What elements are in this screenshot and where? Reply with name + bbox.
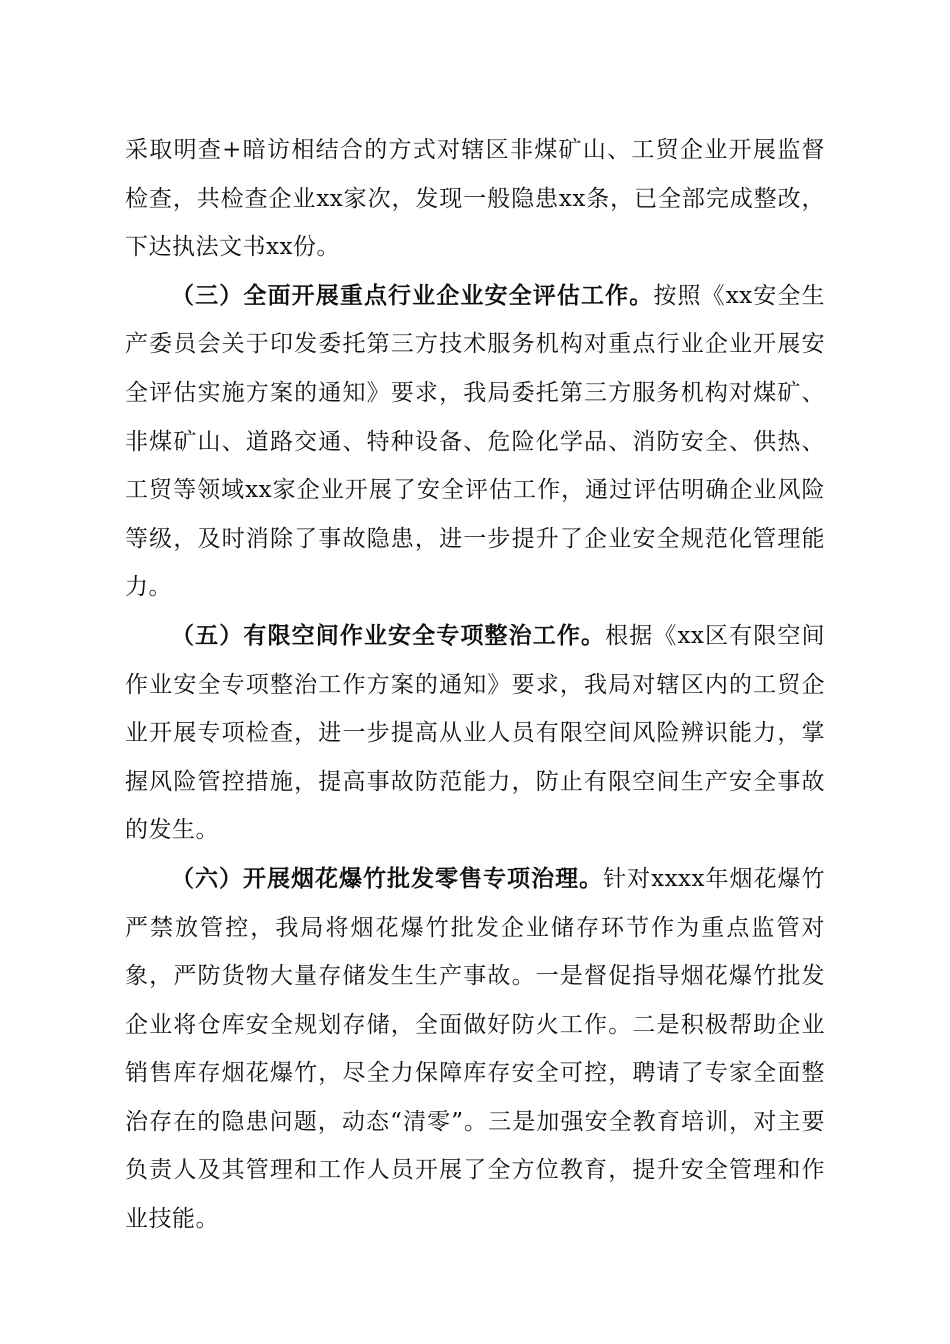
paragraph-heading: （三）全面开展重点行业企业安全评估工作。	[171, 281, 654, 309]
paragraph-continued	[125, 126, 825, 272]
paragraph-fireworks	[125, 855, 825, 1244]
paragraph-safety-assessment	[125, 272, 825, 612]
paragraph-heading: （六）开展烟花爆竹批发零售专项治理。	[171, 864, 604, 892]
document-body	[125, 126, 825, 1244]
paragraph-text: 根据《xx区有限空间作业安全专项整治工作方案的通知》要求，我局对辖区内的工贸企业开展专项检查，进一步提高从业人员有限空间风险辨识能力，掌握风险管控措施，提高事故防范能力，防止有限空间生产安全事故的发生。	[125, 622, 825, 844]
paragraph-text: 采取明查+暗访相结合的方式对辖区非煤矿山、工贸企业开展监督检查，共检查企业xx家次，发现一般隐患xx条，已全部完成整改，下达执法文书xx份。	[125, 137, 825, 261]
paragraph-text: 针对xxxx年烟花爆竹严禁放管控，我局将烟花爆竹批发企业储存环节作为重点监管对象，严防货物大量存储发生生产事故。一是督促指导烟花爆竹批发企业将仓库安全规划存储，全面做好防火工作。二是积极帮助企业销售库存烟花爆竹，尽全力保障库存安全可控，聘请了专家全面整治存在的隐患问题，动态“清零”。三是加强安全教育培训，对主要负责人及其管理和工作人员开展了全方位教育，提升安全管理和作业技能。	[125, 865, 826, 1233]
paragraph-heading: （五）有限空间作业安全专项整治工作。	[171, 621, 606, 649]
paragraph-text: 按照《xx安全生产委员会关于印发委托第三方技术服务机构对重点行业企业开展安全评估实施方案的通知》要求，我局委托第三方服务机构对煤矿、非煤矿山、道路交通、特种设备、危险化学品、消防安全、供热、工贸等领域xx家企业开展了安全评估工作，通过评估明确企业风险等级，及时消除了事故隐患，进一步提升了企业安全规范化管理能力。	[125, 282, 825, 601]
paragraph-confined-space	[125, 612, 825, 855]
